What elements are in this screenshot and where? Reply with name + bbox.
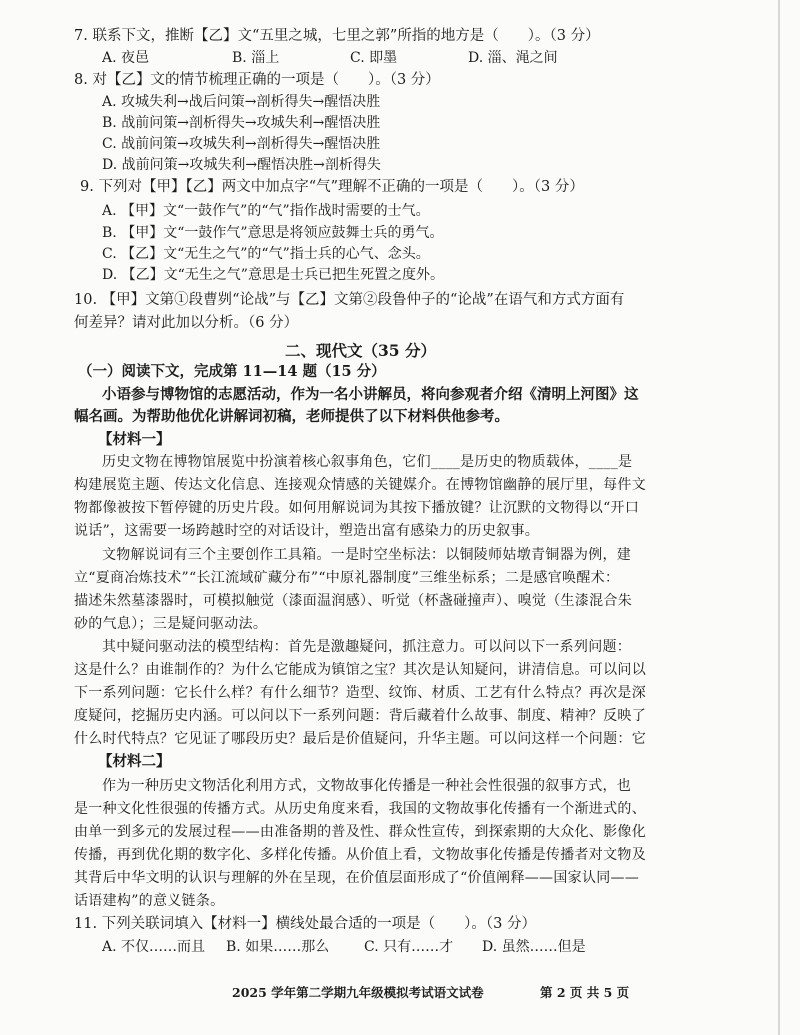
material-1-line: 文物解说词有三个主要创作工具箱。一是时空坐标法：以铜陵师姑墩青铜器为例，建: [102, 547, 632, 563]
q9-option-b: B. 【甲】文“一鼓作气”意思是将领应鼓舞士兵的勇气。: [102, 225, 444, 241]
material-2-line: 传播，再到优化期的数字化、多样化传播。从价值上看，文物故事化传播是传播者对文物及: [74, 847, 646, 863]
question-10-line-2: 何差异？请对此加以分析。（6 分）: [74, 315, 299, 331]
material-1-line: 下一系列问题：它长什么样？有什么细节？造型、纹饰、材质、工艺有什么特点？再次是深: [74, 685, 646, 701]
question-7: 7. 联系下文，推断【乙】文“五里之城，七里之郭”所指的地方是（ ）。（3 分）: [74, 28, 600, 44]
q8-option-b: B. 战前问策→剖析得失→攻城失利→醒悟决胜: [102, 115, 381, 131]
material-2-line: 作为一种历史文物活化利用方式，文物故事化传播是一种社会性很强的叙事方式，也: [102, 778, 632, 794]
page-edge: [778, 0, 780, 1035]
question-11-options: [102, 937, 586, 957]
material-1-line: 描述朱然墓漆器时，可模拟触觉（漆面温润感）、听觉（杯盏碰撞声）、嗅觉（生漆混合朱: [74, 593, 632, 609]
q7-option-b: B. 淄上: [232, 50, 280, 66]
material-1-line: 物都像被按下暂停键的历史片段。如何用解说词为其按下播放键？让沉默的文物得以“开口: [74, 500, 640, 516]
section-title: 二、现代文（35 分）: [285, 341, 436, 360]
q7-option-d: D. 淄、渑之间: [468, 50, 558, 66]
question-7-options: [102, 48, 558, 68]
material-1-heading: 【材料一】: [98, 431, 171, 448]
q7-option-c: C. 即墨: [350, 50, 398, 66]
material-2-line: 是一种文化性很强的传播方式。从历史角度来看，我国的文物故事化传播有一个渐进式的、: [74, 801, 646, 817]
material-1-line: 其中疑问驱动法的模型结构：首先是激趣疑问，抓注意力。可以问以下一系列问题：: [102, 639, 632, 655]
question-9: 9. 下列对【甲】【乙】两文中加点字“气”理解不正确的一项是（ ）。（3 分）: [80, 179, 584, 195]
q7-option-a: A. 夜邑: [102, 50, 150, 66]
q11-option-c: C. 只有……才: [364, 939, 454, 955]
material-2-line: 由单一到多元的发展过程——由准备期的普及性、群众性宣传，到探索期的大众化、影像化: [74, 824, 646, 840]
material-1-line: 说话”，这需要一场跨越时空的对话设计，塑造出富有感染力的历史叙事。: [74, 523, 540, 539]
q9-option-d: D. 【乙】文“无生之气”意思是士兵已把生死置之度外。: [102, 267, 444, 283]
material-1-line: 什么时代特点？它见证了哪段历史？最后是价值疑问，升华主题。可以问这样一个问题：它: [74, 731, 646, 747]
material-1-line: 度疑问，挖掘历史内涵。可以问以下一系列问题：背后藏着什么故事、制度、精神？反映了: [74, 708, 646, 724]
material-1-line: 砂的气息）；三是疑问驱动法。: [74, 616, 268, 632]
material-2-heading: 【材料二】: [98, 753, 171, 770]
material-1-line: 构建展览主题、传达文化信息、连接观众情感的关键媒介。在博物馆幽静的展厅里，每件文: [74, 477, 646, 493]
question-8: 8. 对【乙】文的情节梳理正确的一项是（ ）。（3 分）: [74, 72, 440, 88]
footer-title: 2025 学年第二学期九年级模拟考试语文试卷: [232, 985, 484, 1000]
question-11: 11. 下列关联词填入【材料一】横线处最合适的一项是（ ）。（3 分）: [74, 916, 537, 932]
footer-page: 第 2 页 共 5 页: [540, 985, 630, 1000]
material-2-line: 其背后中华文明的认识与理解的外在呈现，在价值层面形成了“价值阐释——国家认同——: [74, 870, 640, 886]
intro-line-2: 幅名画。为帮助他优化讲解词初稿，老师提供了以下材料供他参考。: [74, 408, 509, 425]
q11-option-a: A. 不仅……而且: [102, 939, 206, 955]
subsection-title: （一）阅读下文，完成第 11—14 题（15 分）: [78, 363, 386, 380]
q11-option-b: B. 如果……那么: [226, 939, 330, 955]
q11-option-d: D. 虽然……但是: [482, 939, 586, 955]
q9-option-a: A. 【甲】文“一鼓作气”的“气”指作战时需要的士气。: [102, 203, 430, 219]
q8-option-d: D. 战前问策→攻城失利→醒悟决胜→剖析得失: [102, 157, 381, 173]
intro-line-1: 小语参与博物馆的志愿活动，作为一名小讲解员，将向参观者介绍《清明上河图》这: [102, 386, 639, 403]
q8-option-a: A. 攻城失利→战后问策→剖析得失→醒悟决胜: [102, 94, 381, 110]
question-10-line-1: 10. 【甲】文第①段曹刿“论战”与【乙】文第②段鲁仲子的“论战”在语气和方式方面有: [74, 292, 625, 308]
material-2-line: 话语建构”的意义链条。: [74, 893, 225, 909]
q8-option-c: C. 战前问策→攻城失利→剖析得失→醒悟决胜: [102, 136, 381, 152]
material-1-line: 历史文物在博物馆展览中扮演着核心叙事角色，它们____是历史的物质载体，____是: [102, 454, 633, 470]
q9-option-c: C. 【乙】文“无生之气”的“气”指士兵的心气、念头。: [102, 246, 430, 262]
material-1-line: 这是什么？由谁制作的？为什么它能成为镇馆之宝？其次是认知疑问，讲清信息。可以问以: [74, 662, 646, 678]
material-1-line: 立“夏商冶炼技术”“长江流域矿藏分布”“中原礼器制度”三维坐标系；二是感官唤醒术：: [74, 570, 620, 586]
